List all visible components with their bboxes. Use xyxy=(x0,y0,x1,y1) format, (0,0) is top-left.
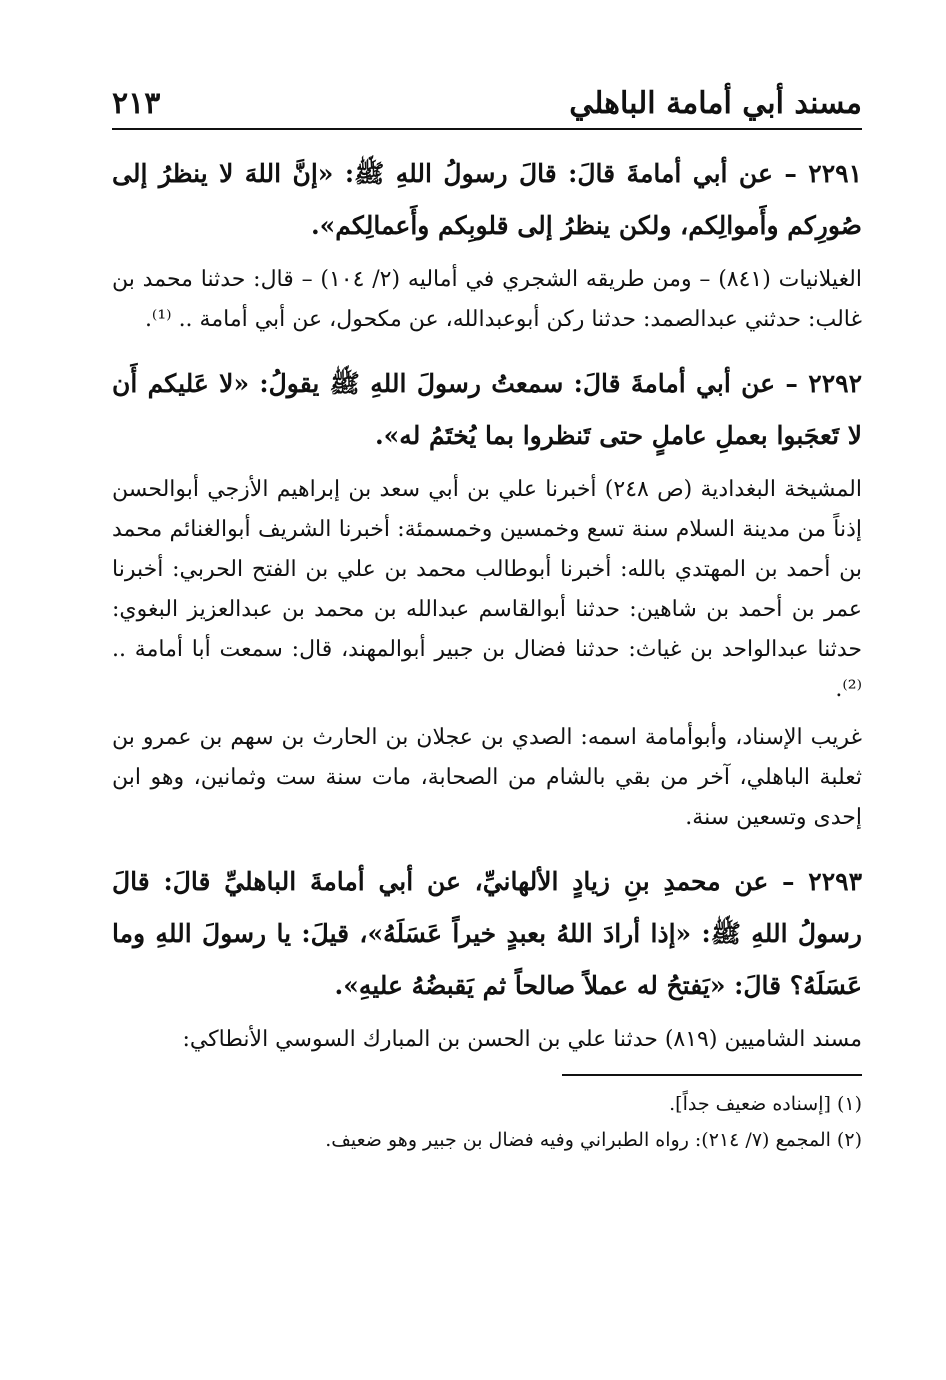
book-page xyxy=(112,80,862,1158)
hadith-2292-comment: غريب الإسناد، وأبوأمامة اسمه: الصدي بن عجلان بن الحارث بن سهم بن عمرو بن ثعلبة الباهلي، آخر من بقي بالشام من الصحابة، مات سنة ست وثمانين، وهو ابن إحدى وتسعين سنة. xyxy=(112,725,862,830)
footnote-2: (٢) المجمع (٧/ ٢١٤): رواه الطبراني وفيه فضال بن جبير وهو ضعيف. xyxy=(325,1129,862,1151)
hadith-2293-text: ٢٢٩٣ – عن محمدِ بنِ زيادٍ الألهانيِّ، عن أبي أمامةَ الباهليِّ قالَ: قالَ رسولُ اللهِ ﷺ: «إذا أرادَ اللهُ بعبدٍ خيراً عَسَلَهُ»، قيلَ: يا رسولَ اللهِ وما عَسَلَهُ؟ قالَ: «يَفتحُ له عملاً صالحاً ثم يَقبضُهُ عليهِ». xyxy=(112,867,862,1000)
hadith-2292-text: ٢٢٩٢ – عن أبي أمامةَ قالَ: سمعتُ رسولَ اللهِ ﷺ يقولُ: «لا عَليكم أَن لا تَعجَبوا بعملِ عاملٍ حتى تَنظروا بما يُختَمُ له». xyxy=(112,369,862,450)
page-header xyxy=(112,80,862,130)
footnote-divider xyxy=(562,1074,862,1076)
hadith-2291-text: ٢٢٩١ – عن أبي أمامةَ قالَ: قالَ رسولُ اللهِ ﷺ: «إنَّ اللهَ لا ينظرُ إلى صُورِكم وأَموالِكم، ولكن ينظرُ إلى قلوبِكم وأَعمالِكم». xyxy=(112,159,862,240)
page-number: ٢١٣ xyxy=(112,86,161,121)
hadith-2293-source: مسند الشاميين (٨١٩) حدثنا علي بن الحسن بن المبارك السوسي الأنطاكي: xyxy=(182,1027,862,1052)
hadith-2291-source: الغيلانيات (٨٤١) – ومن طريقه الشجري في أماليه (٢/ ١٠٤) – قال: حدثنا محمد بن غالب: حدثني عبدالصمد: حدثنا ركن أبوعبدالله، عن مكحول، عن أبي أمامة .. ⁽¹⁾. xyxy=(112,267,862,332)
hadith-2292-source: المشيخة البغدادية (ص ٢٤٨) أخبرنا علي بن أبي سعد بن إبراهيم الأزجي أبوالحسن إذناً من مدينة السلام سنة تسع وخمسين وخمسمئة: أخبرنا الشريف أبوالغنائم محمد بن أحمد بن المهتدي بالله: أخبرنا أبوطالب محمد بن علي بن الفتح الحربي: أخبرنا عمر بن أحمد بن شاهين: حدثنا أبوالقاسم عبدالله بن محمد بن عبدالعزيز البغوي: حدثنا عبدالواحد بن غياث: حدثنا فضال بن جبير أبوالمهند، قال: سمعت أبا أمامة .. ⁽²⁾. xyxy=(112,477,863,702)
footnote-1: (١) [إسناده ضعيف جداً]. xyxy=(669,1093,862,1115)
running-title: مسند أبي أمامة الباهلي xyxy=(569,86,862,121)
